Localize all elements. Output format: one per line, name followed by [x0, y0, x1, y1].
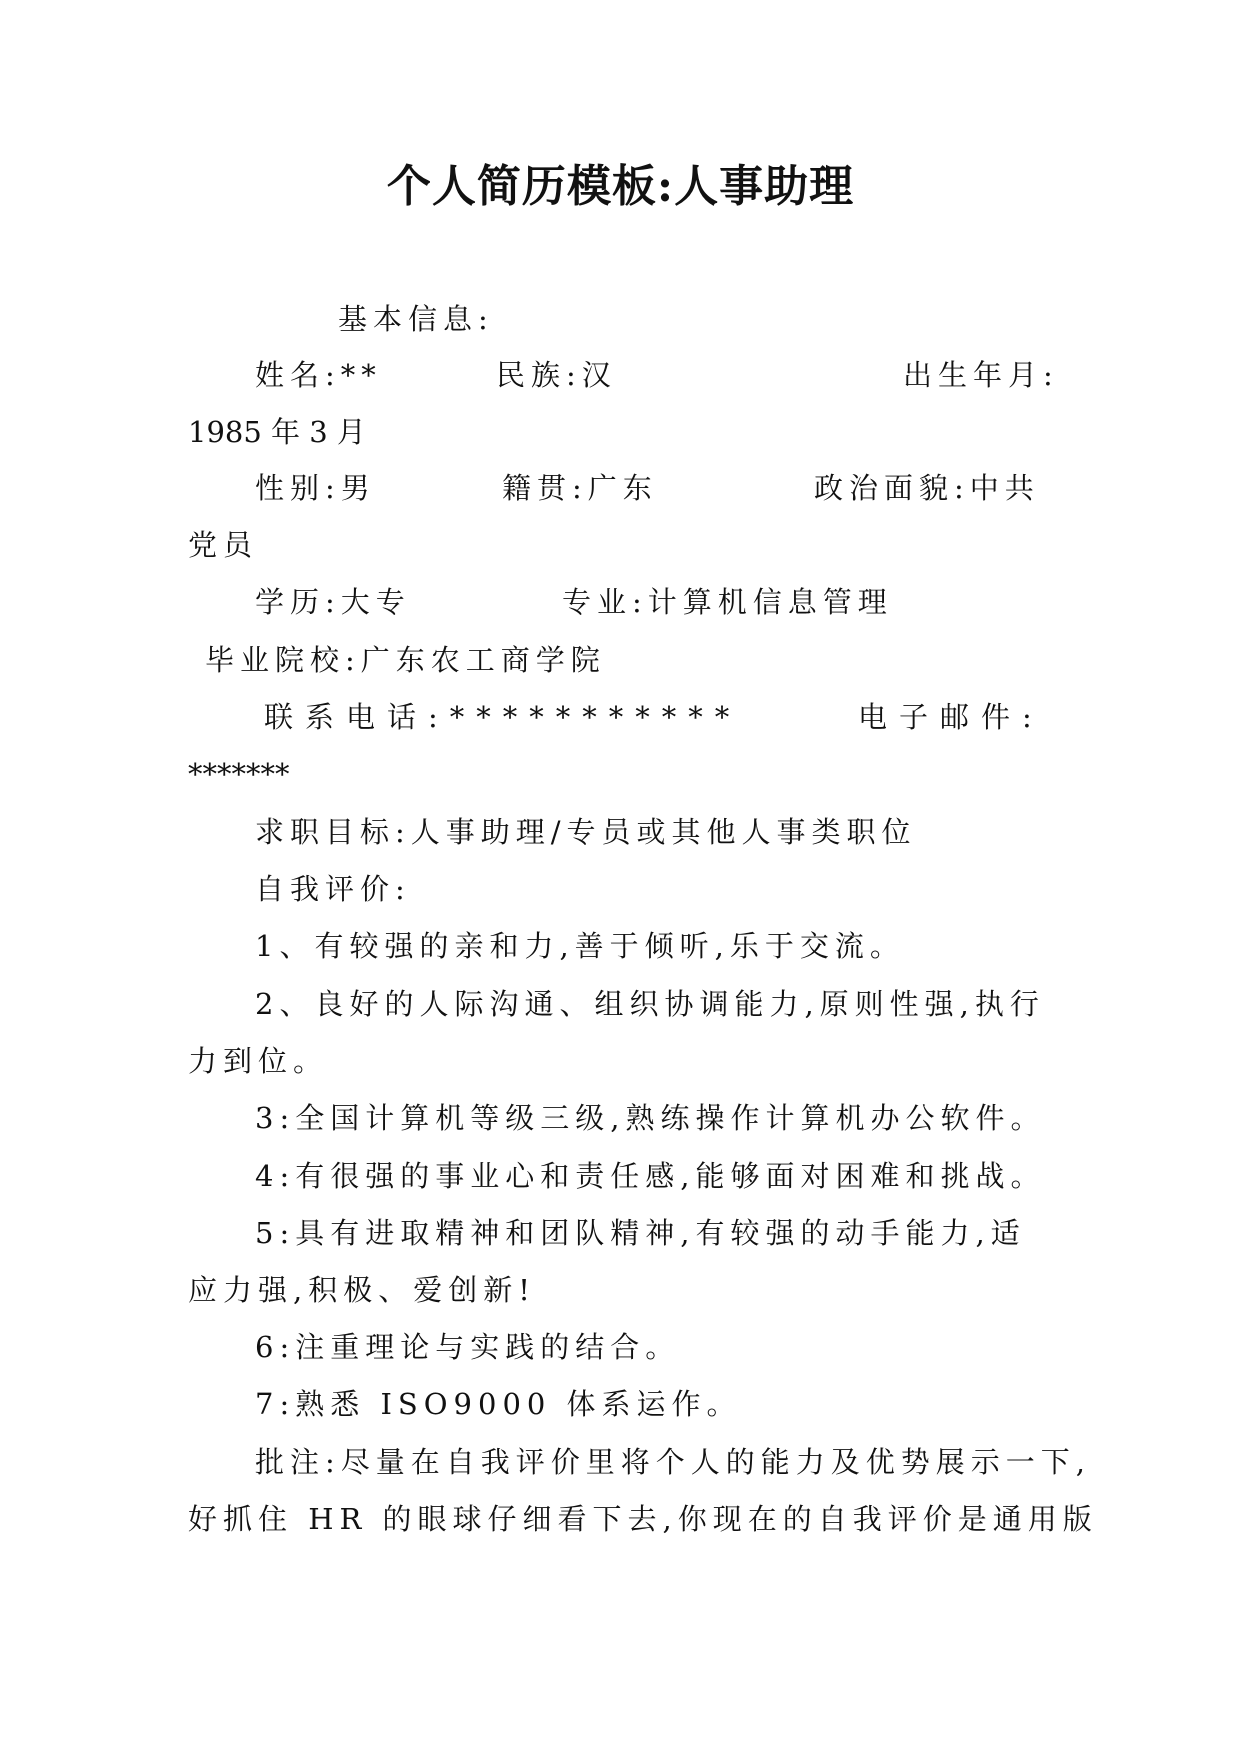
list-item: 3:全国计算机等级三级,熟练操作计算机办公软件。 — [255, 1101, 1046, 1135]
field-ethnicity: 民族:汉 — [496, 358, 617, 392]
list-item: 7:熟悉 ISO9000 体系运作。 — [255, 1387, 742, 1421]
field-education: 学历:大专 — [255, 585, 411, 619]
list-item: 1、有较强的亲和力,善于倾听,乐于交流。 — [255, 929, 905, 963]
list-item-cont: 力到位。 — [188, 1044, 329, 1078]
list-item: 5:具有进取精神和团队精神,有较强的动手能力,适 — [255, 1216, 1026, 1250]
field-political-cont: 党员 — [188, 528, 259, 562]
list-item-cont: 应力强,积极、爱创新! — [188, 1273, 536, 1307]
field-email-value: ******* — [188, 757, 290, 791]
field-political-label: 政治面貌:中共 — [814, 471, 1040, 505]
list-item: 4:有很强的事业心和责任感,能够面对困难和挑战。 — [255, 1159, 1046, 1193]
field-birth-value: 1985 年 3 月 — [188, 415, 366, 449]
field-name: 姓名:** — [255, 358, 382, 392]
note-cont: 好抓住 HR 的眼球仔细看下去,你现在的自我评价是通用版 — [188, 1502, 1098, 1536]
note: 批注:尽量在自我评价里将个人的能力及优势展示一下, — [255, 1445, 1091, 1479]
field-school: 毕业院校:广东农工商学院 — [205, 643, 606, 677]
field-email-label: 电子邮件: — [858, 700, 1044, 734]
self-eval-heading: 自我评价: — [255, 872, 411, 906]
field-phone: 联系电话:*********** — [264, 700, 742, 734]
field-birth-label: 出生年月: — [903, 358, 1059, 392]
objective: 求职目标:人事助理/专员或其他人事类职位 — [255, 815, 917, 849]
field-native-place: 籍贯:广东 — [502, 471, 658, 505]
list-item: 2、良好的人际沟通、组织协调能力,原则性强,执行 — [255, 987, 1045, 1021]
list-item: 6:注重理论与实践的结合。 — [255, 1330, 681, 1364]
field-major: 专业:计算机信息管理 — [562, 585, 893, 619]
basic-info-heading: 基本信息: — [338, 302, 494, 336]
page-title: 个人简历模板:人事助理 — [386, 161, 855, 212]
field-gender: 性别:男 — [255, 471, 376, 505]
